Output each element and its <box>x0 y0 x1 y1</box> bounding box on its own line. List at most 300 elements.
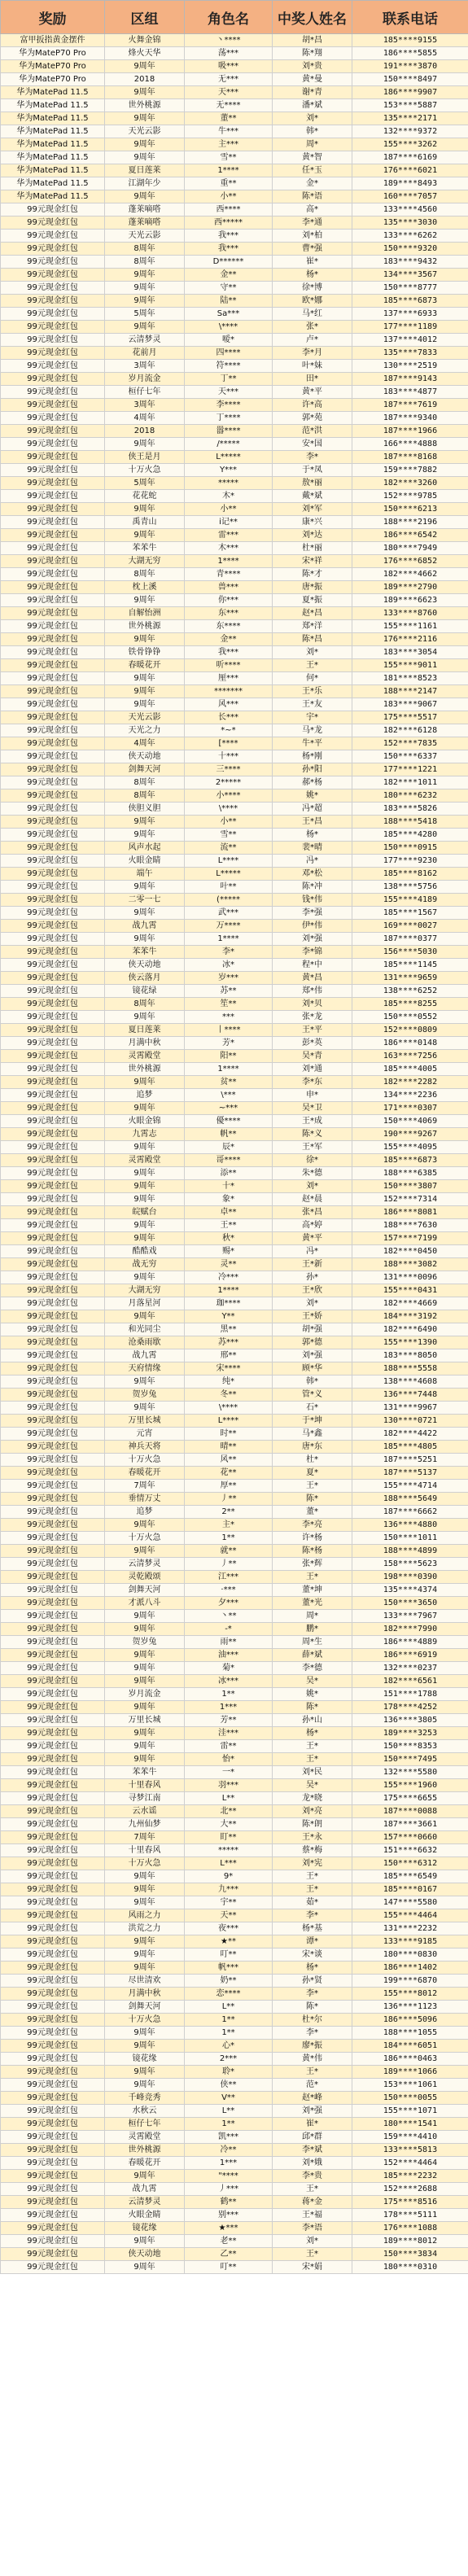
winner-name-cell: 谭* <box>273 1935 352 1948</box>
role-name-cell: \**** <box>185 321 273 334</box>
prize-cell: 99元现金红包 <box>1 1050 105 1063</box>
prize-cell: 99元现金红包 <box>1 789 105 803</box>
phone-cell: 156****5030 <box>352 946 468 959</box>
winner-name-cell: 李*强 <box>273 907 352 920</box>
table-row <box>1 386 468 399</box>
winner-name-cell: 杜* <box>273 1454 352 1467</box>
prize-cell: 99元现金红包 <box>1 698 105 711</box>
winner-name-cell: 胡*昌 <box>273 34 352 47</box>
phone-cell: 189****8012 <box>352 2235 468 2248</box>
server-cell: 元宵 <box>105 1428 185 1441</box>
prize-cell: 99元现金红包 <box>1 1506 105 1519</box>
winner-name-cell: 李*亮 <box>273 1519 352 1532</box>
role-name-cell: 象* <box>185 1193 273 1206</box>
table-row <box>1 2092 468 2105</box>
winner-name-cell: 李*月 <box>273 347 352 360</box>
winner-name-cell: 胡*强 <box>273 1323 352 1336</box>
winner-name-cell: 薛*斌 <box>273 1649 352 1662</box>
winner-name-cell: 黄*昌 <box>273 972 352 985</box>
winner-name-cell: 刘*强 <box>273 933 352 946</box>
winner-name-cell: 刘*贝 <box>273 998 352 1011</box>
prize-cell: 99元现金红包 <box>1 1532 105 1545</box>
winner-name-cell: 刘*军 <box>273 503 352 516</box>
role-name-cell: 雪** <box>185 829 273 842</box>
role-name-cell: 宋**** <box>185 1362 273 1375</box>
winner-name-cell: 王*乐 <box>273 685 352 698</box>
role-name-cell: 时** <box>185 1428 273 1441</box>
role-name-cell: 荡*** <box>185 47 273 60</box>
server-cell: 月满中秋 <box>105 1988 185 2001</box>
role-name-cell: L** <box>185 2001 273 2014</box>
phone-cell: 151****1788 <box>352 1688 468 1701</box>
server-cell: 9周年 <box>105 2235 185 2248</box>
server-cell: 9周年 <box>105 1167 185 1180</box>
prize-cell: 99元现金红包 <box>1 1402 105 1415</box>
server-cell: 9周年 <box>105 1271 185 1284</box>
winner-name-cell: 张*辉 <box>273 1558 352 1571</box>
table-row <box>1 633 468 646</box>
role-name-cell: 帆*** <box>185 1962 273 1975</box>
winner-name-cell: 许*高 <box>273 399 352 412</box>
prize-cell: 99元现金红包 <box>1 1988 105 2001</box>
phone-cell: 185****4280 <box>352 829 468 842</box>
winner-name-cell: 王* <box>273 2248 352 2261</box>
phone-cell: 150****0915 <box>352 842 468 855</box>
phone-cell: 155****4714 <box>352 1480 468 1493</box>
prize-cell: 99元现金红包 <box>1 1636 105 1649</box>
prize-cell: 99元现金红包 <box>1 581 105 594</box>
winner-name-cell: 冯*超 <box>273 803 352 816</box>
winner-name-cell: 李*东 <box>273 1076 352 1089</box>
role-name-cell: ******* <box>185 685 273 698</box>
server-cell: 世外桃源 <box>105 2144 185 2157</box>
table-row <box>1 1154 468 1167</box>
server-cell: 8周年 <box>105 998 185 1011</box>
phone-cell: 152****2688 <box>352 2183 468 2196</box>
table-row <box>1 2144 468 2157</box>
prize-cell: 99元现金红包 <box>1 464 105 477</box>
server-cell: 9周年 <box>105 438 185 451</box>
server-cell: 云清梦灵 <box>105 2196 185 2209</box>
server-cell: 贺岁兔 <box>105 1389 185 1402</box>
phone-cell: 132****5580 <box>352 1766 468 1779</box>
table-row <box>1 373 468 386</box>
table-row <box>1 47 468 60</box>
phone-cell: 185****4805 <box>352 1441 468 1454</box>
role-name-cell: 符**** <box>185 360 273 373</box>
server-cell: 火眼金睛 <box>105 855 185 868</box>
role-name-cell: 主* <box>185 1519 273 1532</box>
winner-name-cell: 程*中 <box>273 959 352 972</box>
table-row <box>1 659 468 672</box>
winner-name-cell: 马*龙 <box>273 724 352 737</box>
server-cell: 7周年 <box>105 1480 185 1493</box>
prize-cell: 99元现金红包 <box>1 894 105 907</box>
phone-cell: 130****0721 <box>352 1415 468 1428</box>
phone-cell: 171****0307 <box>352 1102 468 1115</box>
winner-name-cell: 崔* <box>273 256 352 269</box>
prize-cell: 99元现金红包 <box>1 946 105 959</box>
table-row <box>1 1896 468 1909</box>
role-name-cell: 厚** <box>185 1480 273 1493</box>
role-name-cell: 就** <box>185 1545 273 1558</box>
phone-cell: 155****1960 <box>352 1779 468 1792</box>
role-name-cell: 丁**** <box>185 412 273 425</box>
table-row <box>1 972 468 985</box>
prize-cell: 99元现金红包 <box>1 425 105 438</box>
role-name-cell: 黑** <box>185 1323 273 1336</box>
winner-name-cell: 孙*贤 <box>273 1975 352 1988</box>
prize-cell: 99元现金红包 <box>1 659 105 672</box>
prize-cell: 99元现金红包 <box>1 1467 105 1480</box>
role-name-cell: 1*** <box>185 2157 273 2170</box>
role-name-cell: 小**** <box>185 789 273 803</box>
winner-name-cell: 任*玉 <box>273 164 352 177</box>
table-row <box>1 868 468 881</box>
role-name-cell: *** <box>185 1011 273 1024</box>
table-row <box>1 125 468 138</box>
prize-cell: 99元现金红包 <box>1 1323 105 1336</box>
role-name-cell: 帆** <box>185 1128 273 1141</box>
prize-cell: 99元现金红包 <box>1 750 105 763</box>
prize-cell: 99元现金红包 <box>1 1571 105 1584</box>
server-cell: 寻梦江南 <box>105 1792 185 1805</box>
winner-name-cell: 郭*苑 <box>273 412 352 425</box>
table-row <box>1 1141 468 1154</box>
role-name-cell: 阳** <box>185 1050 273 1063</box>
prize-cell: 99元现金红包 <box>1 842 105 855</box>
table-row <box>1 959 468 972</box>
winner-name-cell: 李* <box>273 1988 352 2001</box>
header-phone: 联系电话 <box>352 1 468 34</box>
winner-name-cell: 夏*振 <box>273 594 352 607</box>
server-cell: 十里春风 <box>105 1844 185 1857</box>
table-row <box>1 1076 468 1089</box>
role-name-cell: 天*** <box>185 386 273 399</box>
role-name-cell: ·*** <box>185 1584 273 1597</box>
role-name-cell: L**** <box>185 1415 273 1428</box>
winner-name-cell: 郭*德 <box>273 1336 352 1349</box>
table-row <box>1 1727 468 1740</box>
winner-name-cell: 高*婷 <box>273 1219 352 1232</box>
table-row <box>1 1454 468 1467</box>
server-cell: 火舞金锦 <box>105 34 185 47</box>
role-name-cell: 长*** <box>185 711 273 724</box>
phone-cell: 147****5580 <box>352 1896 468 1909</box>
server-cell: 天光云影 <box>105 125 185 138</box>
prize-cell: 99元现金红包 <box>1 1766 105 1779</box>
role-name-cell: 守** <box>185 282 273 295</box>
role-name-cell: 我*** <box>185 230 273 243</box>
server-cell: 蓬莱嘀嗒 <box>105 203 185 216</box>
server-cell: 8周年 <box>105 568 185 581</box>
phone-cell: 184****6051 <box>352 2040 468 2053</box>
server-cell: 桓仔七年 <box>105 2118 185 2131</box>
role-name-cell: 陆** <box>185 295 273 308</box>
winner-name-cell: 李* <box>273 451 352 464</box>
winner-name-cell: 王* <box>273 1480 352 1493</box>
role-name-cell: (***** <box>185 894 273 907</box>
role-name-cell: Y*** <box>185 464 273 477</box>
role-name-cell: 北** <box>185 1805 273 1818</box>
role-name-cell: 1**** <box>185 933 273 946</box>
role-name-cell: 晴** <box>185 1441 273 1454</box>
role-name-cell: 万**** <box>185 920 273 933</box>
winner-name-cell: 石* <box>273 1402 352 1415</box>
phone-cell: 185****6549 <box>352 1870 468 1883</box>
server-cell: 灵乾殿颂 <box>105 1571 185 1584</box>
server-cell: 桓仔七年 <box>105 386 185 399</box>
prize-cell: 99元现金红包 <box>1 1870 105 1883</box>
table-row <box>1 1779 468 1792</box>
role-name-cell: 冷** <box>185 2144 273 2157</box>
prize-cell: 99元现金红包 <box>1 2157 105 2170</box>
prize-cell: 99元现金红包 <box>1 1493 105 1506</box>
role-name-cell: 冰*** <box>185 1675 273 1688</box>
role-name-cell: 十*** <box>185 750 273 763</box>
prize-cell: 99元现金红包 <box>1 724 105 737</box>
server-cell: 云清梦灵 <box>105 334 185 347</box>
role-name-cell: L*** <box>185 1857 273 1870</box>
winner-name-cell: 欧*娜 <box>273 295 352 308</box>
prize-cell: 99元现金红包 <box>1 1779 105 1792</box>
server-cell: 岁月流金 <box>105 373 185 386</box>
server-cell: 十万火急 <box>105 1454 185 1467</box>
winner-name-cell: 韩* <box>273 1375 352 1389</box>
table-row <box>1 1844 468 1857</box>
table-row <box>1 881 468 894</box>
server-cell: 风雨之力 <box>105 1909 185 1922</box>
phone-cell: 177****9230 <box>352 855 468 868</box>
phone-cell: 152****0809 <box>352 1024 468 1037</box>
prize-cell: 99元现金红包 <box>1 438 105 451</box>
server-cell: 镜花缘 <box>105 2222 185 2235</box>
phone-cell: 187****5251 <box>352 1454 468 1467</box>
prize-cell: 99元现金红包 <box>1 216 105 230</box>
server-cell: 十万火急 <box>105 464 185 477</box>
prize-cell: 99元现金红包 <box>1 2196 105 2209</box>
server-cell: 9周年 <box>105 1193 185 1206</box>
winner-name-cell: 赵*晨 <box>273 1193 352 1206</box>
phone-cell: 131****9659 <box>352 972 468 985</box>
phone-cell: 185****8255 <box>352 998 468 1011</box>
server-cell: 剑舞天河 <box>105 1584 185 1597</box>
table-row <box>1 1024 468 1037</box>
phone-cell: 182****7990 <box>352 1623 468 1636</box>
server-cell: 夏日莲莱 <box>105 1024 185 1037</box>
server-cell: 9周年 <box>105 1935 185 1948</box>
table-row <box>1 334 468 347</box>
phone-cell: 155****9011 <box>352 659 468 672</box>
phone-cell: 150****9320 <box>352 243 468 256</box>
prize-cell: 99元现金红包 <box>1 1909 105 1922</box>
prize-cell: 99元现金红包 <box>1 308 105 321</box>
phone-cell: 183****9432 <box>352 256 468 269</box>
winner-name-cell: 刘*通 <box>273 1063 352 1076</box>
winner-name-cell: 王* <box>273 1753 352 1766</box>
prize-cell: 99元现金红包 <box>1 1935 105 1948</box>
table-row <box>1 477 468 490</box>
table-row <box>1 1297 468 1310</box>
winner-name-cell: 曹*强 <box>273 243 352 256</box>
role-name-cell: 厘*** <box>185 672 273 685</box>
prize-cell: 99元现金红包 <box>1 920 105 933</box>
prize-cell: 99元现金红包 <box>1 282 105 295</box>
table-row <box>1 451 468 464</box>
phone-cell: 138****6252 <box>352 985 468 998</box>
table-row <box>1 203 468 216</box>
prize-cell: 99元现金红包 <box>1 1258 105 1271</box>
server-cell: 9周年 <box>105 1102 185 1115</box>
server-cell: 大湖无穷 <box>105 1284 185 1297</box>
table-row <box>1 737 468 750</box>
table-row <box>1 985 468 998</box>
role-name-cell: Y** <box>185 1310 273 1323</box>
phone-cell: 153****1061 <box>352 2079 468 2092</box>
table-row <box>1 776 468 789</box>
winner-name-cell: 董*光 <box>273 1597 352 1610</box>
table-row <box>1 1623 468 1636</box>
table-row <box>1 724 468 737</box>
winner-name-cell: 牛*平 <box>273 737 352 750</box>
role-name-cell: \*** <box>185 1089 273 1102</box>
phone-cell: 190****9267 <box>352 1128 468 1141</box>
server-cell: 9周年 <box>105 295 185 308</box>
server-cell: 侠王是月 <box>105 451 185 464</box>
role-name-cell: 1** <box>185 2118 273 2131</box>
server-cell: 灵霄殿堂 <box>105 2131 185 2144</box>
winner-name-cell: 彭*英 <box>273 1037 352 1050</box>
role-name-cell: 嚣**** <box>185 425 273 438</box>
table-row <box>1 2118 468 2131</box>
phone-cell: 188****4899 <box>352 1545 468 1558</box>
server-cell: 5周年 <box>105 477 185 490</box>
role-name-cell: 侠** <box>185 2079 273 2092</box>
role-name-cell: 武*** <box>185 907 273 920</box>
prize-cell: 99元现金红包 <box>1 672 105 685</box>
prize-cell: 99元现金红包 <box>1 1037 105 1050</box>
winner-name-cell: 陈*语 <box>273 190 352 203</box>
winner-name-cell: 许*杨 <box>273 1532 352 1545</box>
server-cell: 9周年 <box>105 1649 185 1662</box>
role-name-cell: 丿*** <box>185 2183 273 2196</box>
table-row <box>1 1219 468 1232</box>
winner-name-cell: 孙*阳 <box>273 763 352 776</box>
winner-name-cell: 董* <box>273 1506 352 1519</box>
role-name-cell: 夜*** <box>185 1922 273 1935</box>
prize-cell: 99元现金红包 <box>1 855 105 868</box>
phone-cell: 130****2519 <box>352 360 468 373</box>
winner-name-cell: 陈* <box>273 1701 352 1714</box>
role-name-cell: 木* <box>185 490 273 503</box>
server-cell: 9周年 <box>105 2027 185 2040</box>
server-cell: 灵霄殿堂 <box>105 1154 185 1167</box>
server-cell: 春暖花开 <box>105 1467 185 1480</box>
phone-cell: 166****4888 <box>352 438 468 451</box>
phone-cell: 175****8516 <box>352 2196 468 2209</box>
role-name-cell: 兽*** <box>185 581 273 594</box>
server-cell: 大湖无穷 <box>105 555 185 568</box>
prize-cell: 华为MatePad 11.5 <box>1 86 105 99</box>
prize-cell: 99元现金红包 <box>1 2209 105 2222</box>
table-row <box>1 1558 468 1571</box>
prize-cell: 99元现金红包 <box>1 1597 105 1610</box>
prize-cell: 99元现金红包 <box>1 399 105 412</box>
role-name-cell: 李* <box>185 946 273 959</box>
table-row <box>1 1037 468 1050</box>
phone-cell: 182****1011 <box>352 776 468 789</box>
role-name-cell: 无*** <box>185 73 273 86</box>
prize-cell: 99元现金红包 <box>1 1805 105 1818</box>
prize-cell: 99元现金红包 <box>1 529 105 542</box>
winner-name-cell: 李*锦 <box>273 946 352 959</box>
table-row <box>1 1480 468 1493</box>
winner-name-cell: 郑*伟 <box>273 985 352 998</box>
prize-cell: 99元现金红包 <box>1 1714 105 1727</box>
prize-cell: 99元现金红包 <box>1 2105 105 2118</box>
prize-cell: 富甲扳指黄金摆件 <box>1 34 105 47</box>
prize-cell: 华为MateP70 Pro <box>1 73 105 86</box>
prize-cell: 99元现金红包 <box>1 1454 105 1467</box>
role-name-cell: 东*** <box>185 607 273 620</box>
winner-name-cell: 金* <box>273 177 352 190</box>
winner-name-cell: 刘* <box>273 646 352 659</box>
prize-cell: 99元现金红包 <box>1 685 105 698</box>
phone-cell: 177****1221 <box>352 763 468 776</box>
prize-cell: 华为MatePad 11.5 <box>1 138 105 151</box>
prize-cell: 99元现金红包 <box>1 1584 105 1597</box>
server-cell: 皖赋台 <box>105 1206 185 1219</box>
role-name-cell: 我*** <box>185 646 273 659</box>
prize-cell: 99元现金红包 <box>1 2222 105 2235</box>
table-row <box>1 1349 468 1362</box>
role-name-cell: 冷*** <box>185 1271 273 1284</box>
winner-name-cell: 崔* <box>273 2118 352 2131</box>
role-name-cell: 你*** <box>185 594 273 607</box>
phone-cell: 189****3253 <box>352 1727 468 1740</box>
table-row <box>1 1323 468 1336</box>
table-row <box>1 164 468 177</box>
prize-cell: 99元现金红包 <box>1 1545 105 1558</box>
table-row <box>1 998 468 1011</box>
server-cell: 9周年 <box>105 321 185 334</box>
phone-cell: 186****0463 <box>352 2053 468 2066</box>
prize-cell: 99元现金红包 <box>1 373 105 386</box>
role-name-cell: 纯* <box>185 1375 273 1389</box>
winner-name-cell: 陈*杨 <box>273 1545 352 1558</box>
winner-name-cell: 孙*山 <box>273 1714 352 1727</box>
winner-name-cell: 李*贵 <box>273 2170 352 2183</box>
prize-cell: 华为MatePad 11.5 <box>1 190 105 203</box>
winner-name-cell: 李* <box>273 1909 352 1922</box>
winner-name-cell: 王*欣 <box>273 1284 352 1297</box>
role-name-cell: 冰* <box>185 959 273 972</box>
prize-cell: 99元现金红包 <box>1 1011 105 1024</box>
winner-name-cell: 龙*晓 <box>273 1792 352 1805</box>
role-name-cell: 丁** <box>185 373 273 386</box>
prize-cell: 99元现金红包 <box>1 933 105 946</box>
server-cell: 万里长城 <box>105 1415 185 1428</box>
prize-cell: 99元现金红包 <box>1 1831 105 1844</box>
table-row <box>1 1441 468 1454</box>
phone-cell: 191****3870 <box>352 60 468 73</box>
role-name-cell: ★*** <box>185 2222 273 2235</box>
table-row <box>1 1310 468 1323</box>
server-cell: 十万火急 <box>105 2014 185 2027</box>
role-name-cell: 王** <box>185 1219 273 1232</box>
role-name-cell: 牛*** <box>185 125 273 138</box>
role-name-cell: 夕*** <box>185 1597 273 1610</box>
